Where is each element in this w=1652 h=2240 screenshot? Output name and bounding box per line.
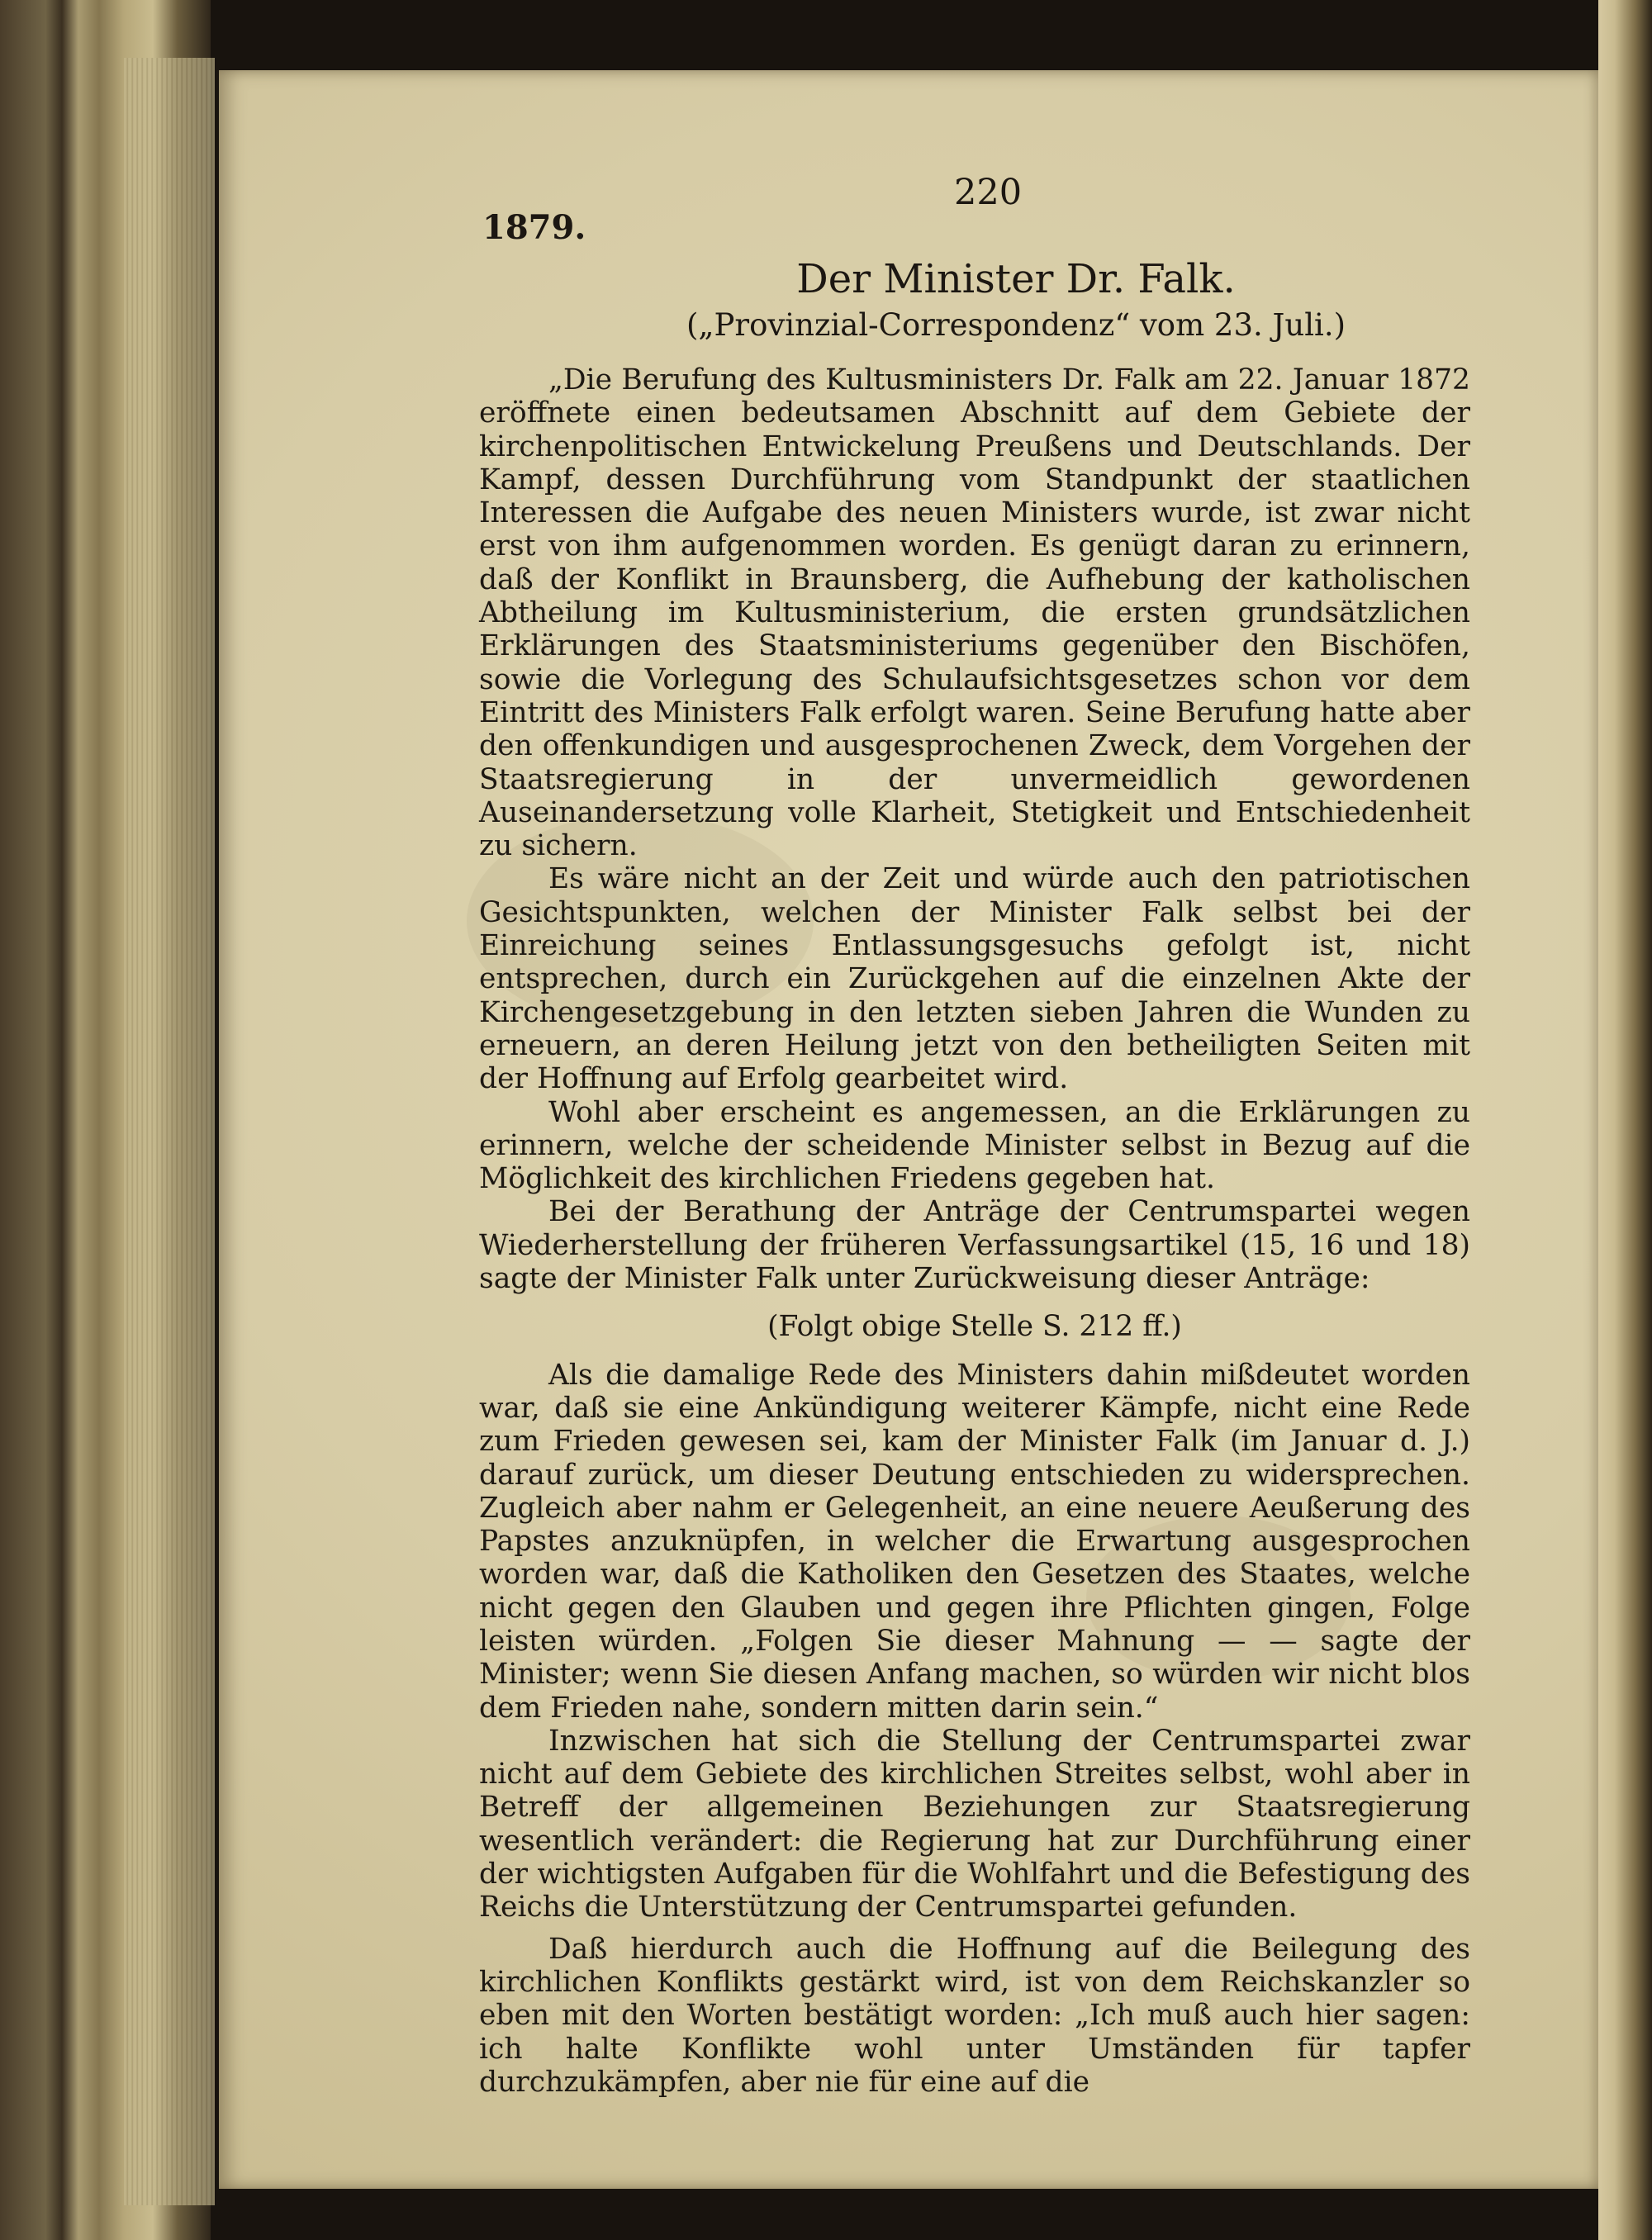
paragraph-gap — [479, 1924, 1470, 1933]
paragraph: Daß hierdurch auch die Hoffnung auf die Beilegung des kirchlichen Konflikts gestärkt wird, ist von dem Reichskanzler so eben mit den Worten bestätigt worden: „Ich muß auch hier sagen: ich halte Konflikte wohl unter Umständen für tapfer durchzukämpfen, aber nie für eine auf die — [479, 1932, 1470, 2099]
page-edges — [124, 58, 215, 2205]
paragraph: Als die damalige Rede des Ministers dahin mißdeutet worden war, daß sie eine Ankündigung weiterer Kämpfe, nicht eine Rede zum Frieden gewesen sei, kam der Minister Falk (im Januar d. J.) darauf zurück, um dieser Deutung entschieden zu widersprechen. Zugleich aber nahm er Gelegenheit, an eine neuere Aeußerung des Papstes anzuknüpfen, in welcher die Erwartung ausgesprochen worden war, daß die Katholiken den Gesetzen des Staates, welche nicht gegen den Glauben und gegen ihre Pflichten gingen, Folge leisten würden. „Folgen Sie dieser Mahnung — — sagte der Minister; wenn Sie diesen Anfang machen, so würden wir nicht blos dem Frieden nahe, sondern mitten darin sein.“ — [479, 1358, 1470, 1725]
paragraph: Es wäre nicht an der Zeit und würde auch den patriotischen Gesichtspunkten, welchen der Minister Falk selbst bei der Einreichung seines Entlassungsgesuchs gefolgt ist, nicht entsprechen, durch ein Zurückgehen auf die einzelnen Akte der Kirchengesetzgebung in den letzten sieben Jahren die Wunden zu erneuern, an deren Heilung jetzt von den betheiligten Seiten mit der Hoffnung auf Erfolg gearbeitet wird. — [479, 862, 1470, 1096]
paragraph: Wohl aber erscheint es angemessen, an die Erklärungen zu erinnern, welche der scheidende Minister selbst in Bezug auf die Möglichkeit des kirchlichen Friedens gegeben hat. — [479, 1095, 1470, 1196]
facing-page-edge — [1598, 0, 1652, 2240]
centered-note: (Folgt obige Stelle S. 212 ff.) — [767, 1310, 1182, 1344]
year-label: 1879. — [482, 208, 586, 247]
article-title: Der Minister Dr. Falk. — [796, 256, 1236, 302]
article-body — [479, 363, 1470, 2099]
article-source: („Provinzial-Correspondenz“ vom 23. Juli.) — [686, 307, 1346, 343]
paragraph: Bei der Berathung der Anträge der Centrumspartei wegen Wiederherstellung der früheren Verfassungsartikel (15, 16 und 18) sagte der Minister Falk unter Zurückweisung dieser Anträge: — [479, 1195, 1470, 1296]
paragraph: Inzwischen hat sich die Stellung der Centrumspartei zwar nicht auf dem Gebiete des kirchlichen Streites selbst, wohl aber in Betreff der allgemeinen Beziehungen zur Staatsregierung wesentlich verändert: die Regierung hat zur Durchführung einer der wichtigsten Aufgaben für die Wohlfahrt und die Befestigung des Reichs die Unterstützung der Centrumspartei gefunden. — [479, 1724, 1470, 1924]
page-number: 220 — [954, 172, 1023, 213]
paragraph: „Die Berufung des Kultusministers Dr. Falk am 22. Januar 1872 eröffnete einen bedeutsamen Abschnitt auf dem Gebiete der kirchenpolitischen Entwickelung Preußens und Deutschlands. Der Kampf, dessen Durchführung vom Standpunkt der staatlichen Interessen die Aufgabe des neuen Ministers wurde, ist zwar nicht erst von ihm aufgenommen worden. Es genügt daran zu erinnern, daß der Konflikt in Braunsberg, die Aufhebung der katholischen Abtheilung im Kultusministerium, die ersten grundsätzlichen Erklärungen des Staatsministeriums gegenüber den Bischöfen, sowie die Vorlegung des Schulaufsichtsgesetzes schon vor dem Eintritt des Ministers Falk erfolgt waren. Seine Berufung hatte aber den offenkundigen und ausgesprochenen Zweck, dem Vorgehen der Staatsregierung in der unvermeidlich gewordenen Auseinandersetzung volle Klarheit, Stetigkeit und Entschiedenheit zu sichern. — [479, 363, 1470, 863]
